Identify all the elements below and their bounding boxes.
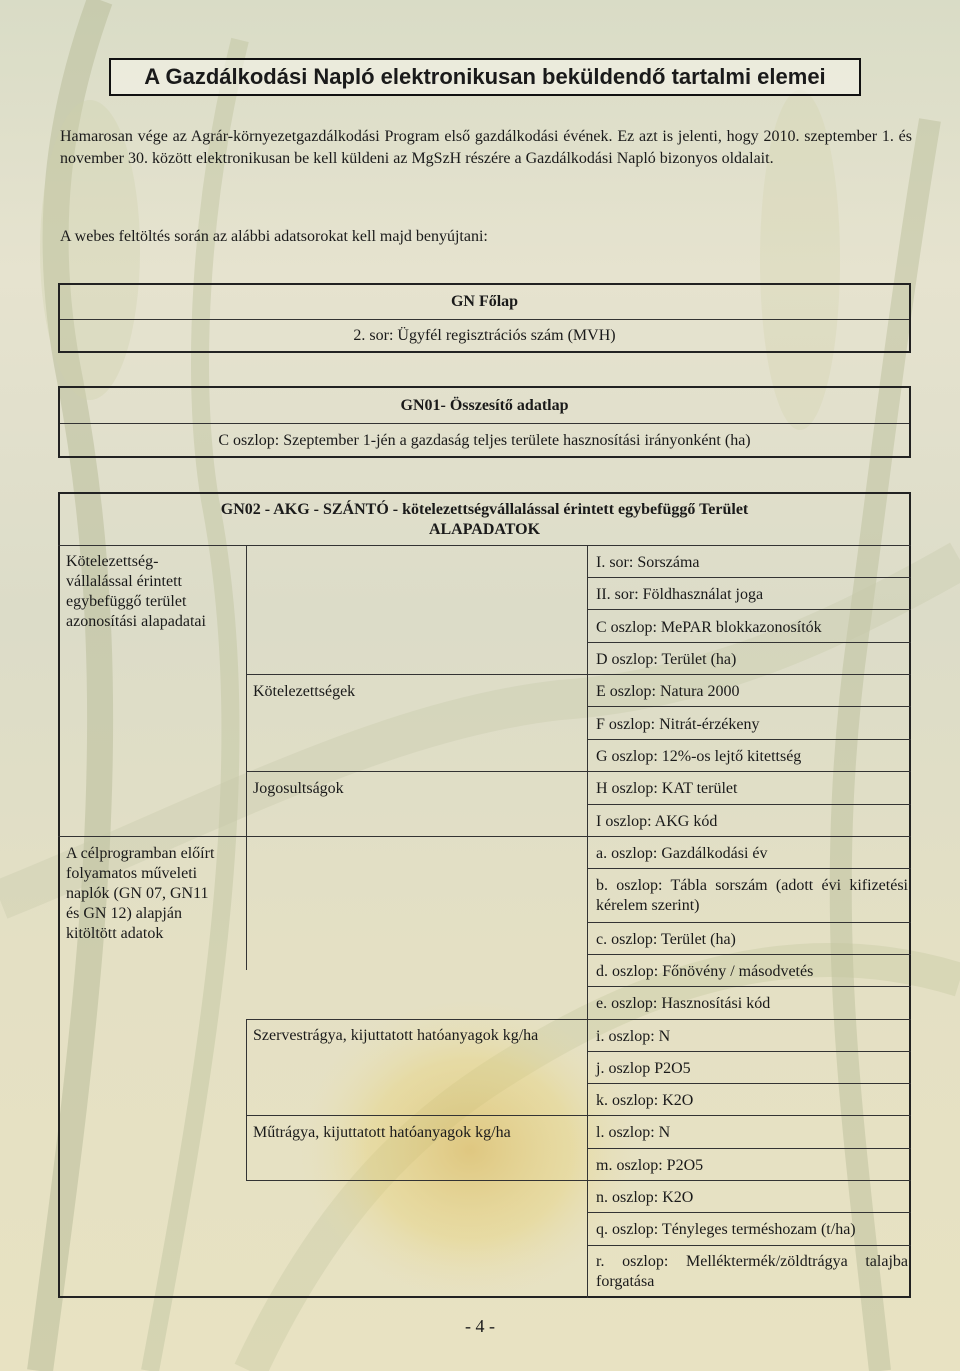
- right-row: e. oszlop: Hasznosítási kód: [596, 995, 771, 1012]
- middle-mutragya: Műtrágya, kijuttatott hatóanyagok kg/ha: [253, 1124, 511, 1141]
- right-row: C oszlop: MePAR blokkazonosítók: [596, 619, 822, 636]
- right-row: F oszlop: Nitrát-érzékeny: [596, 716, 760, 733]
- gn02-title-line2: ALAPADATOK: [428, 521, 541, 538]
- left-top-line: vállalással érintett: [66, 573, 182, 590]
- left-top-line: egybefüggő terület: [66, 593, 187, 610]
- right-row: II. sor: Földhasználat joga: [596, 586, 764, 603]
- right-row: a. oszlop: Gazdálkodási év: [596, 845, 768, 862]
- left-top-line: azonosítási alapadatai: [66, 613, 206, 630]
- left-top-line: Kötelezettség-: [66, 553, 159, 570]
- middle-kotelezettsegek: Kötelezettségek: [253, 683, 356, 700]
- right-row: G oszlop: 12%-os lejtő kitettség: [596, 748, 802, 765]
- gn02-title: [60, 500, 909, 540]
- middle-jogosultsagok: Jogosultságok: [253, 780, 344, 797]
- page-title-box: [109, 58, 861, 96]
- gn-folap-title: GN Főlap: [450, 293, 519, 310]
- intro-paragraph-2: A webes feltöltés során az alábbi adatsorokat kell majd benyújtani:: [60, 228, 488, 245]
- left-bottom-line: és GN 12) alapján: [66, 905, 182, 922]
- right-row: c. oszlop: Terület (ha): [596, 931, 736, 948]
- right-row: I. sor: Sorszáma: [596, 554, 700, 571]
- right-row: n. oszlop: K2O: [596, 1189, 694, 1206]
- middle-szervestragya: Szervestrágya, kijuttatott hatóanyagok kg/ha: [253, 1027, 539, 1044]
- gn02-title-line1: GN02 - AKG - SZÁNTÓ - kötelezettségvállalással érintett egybefüggő Terület: [220, 501, 749, 518]
- right-row: E oszlop: Natura 2000: [596, 683, 740, 700]
- left-bottom-line: naplók (GN 07, GN11: [66, 885, 209, 902]
- right-row: b. oszlop: Tábla sorszám (adott évi kifizetési kérelem szerint): [596, 877, 908, 914]
- left-bottom-line: folyamatos műveleti: [66, 865, 198, 882]
- right-row: l. oszlop: N: [596, 1124, 671, 1141]
- intro-paragraph: Hamarosan vége az Agrár-környezetgazdálkodási Program első gazdálkodási évének. Ez azt is jelenti, hogy 2010. szeptember 1. és november 30. között elektronikusan be kell küldeni az MgSzH részére a Gazdálkodási Napló bizonyos oldalait.: [60, 128, 912, 167]
- right-row: m. oszlop: P2O5: [596, 1157, 704, 1174]
- gn01-title: GN01- Összesítő adatlap: [400, 396, 569, 414]
- left-section-diary-data: [66, 844, 228, 944]
- right-row: k. oszlop: K2O: [596, 1092, 694, 1109]
- right-row: j. oszlop P2O5: [596, 1060, 691, 1077]
- right-row: H oszlop: KAT terület: [596, 780, 738, 797]
- right-row: D oszlop: Terület (ha): [596, 651, 737, 668]
- left-bottom-line: kitöltött adatok: [66, 925, 164, 942]
- right-row: i. oszlop: N: [596, 1028, 671, 1045]
- gn01-line: C oszlop: Szeptember 1-jén a gazdaság teljes területe hasznosítási irányonként (ha): [218, 431, 751, 449]
- right-row: I oszlop: AKG kód: [596, 813, 718, 830]
- right-row: q. oszlop: Tényleges terméshozam (t/ha): [596, 1221, 856, 1238]
- right-row: r. oszlop: Melléktermék/zöldtrágya talajba forgatása: [596, 1253, 908, 1290]
- right-row: d. oszlop: Főnövény / másodvetés: [596, 963, 814, 980]
- left-section-id-data: [66, 552, 228, 632]
- page-title: A Gazdálkodási Napló elektronikusan beküldendő tartalmi elemei: [144, 64, 826, 89]
- gn-folap-box: [58, 283, 911, 353]
- gn01-box: [58, 386, 911, 458]
- page-number: - 4 -: [465, 1316, 495, 1336]
- gn-folap-line: 2. sor: Ügyfél regisztrációs szám (MVH): [353, 327, 616, 344]
- left-bottom-line: A célprogramban előírt: [66, 845, 215, 862]
